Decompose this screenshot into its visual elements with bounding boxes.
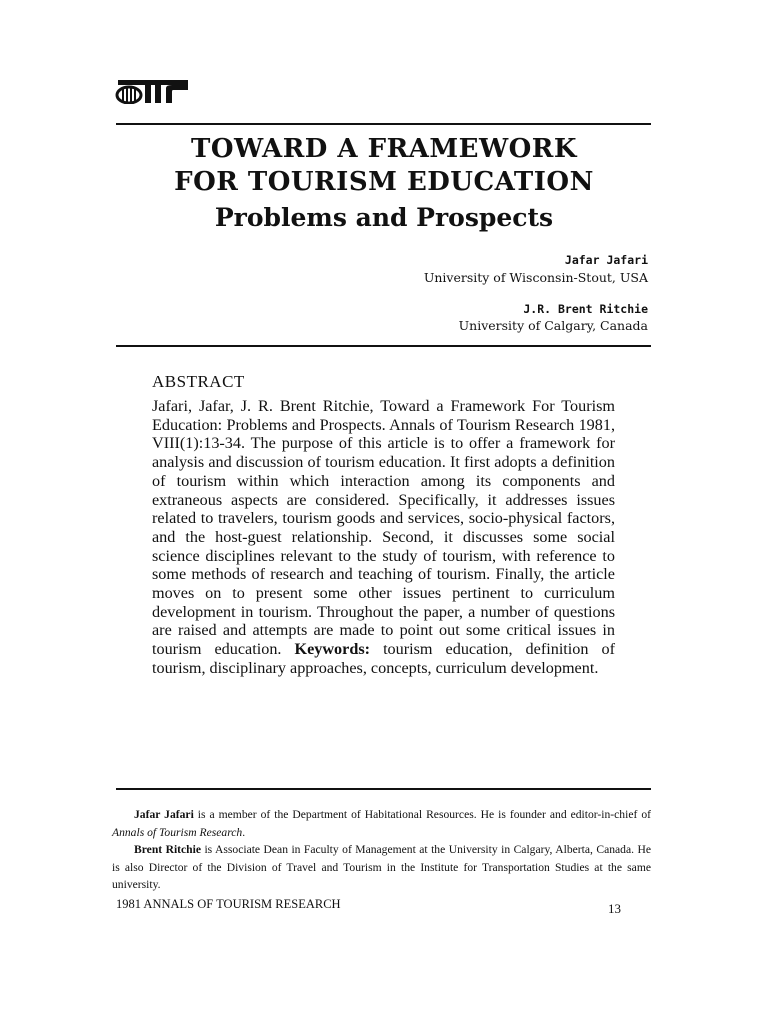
author-1-affiliation: University of Wisconsin-Stout, USA [423,270,648,285]
abstract-text: Jafari, Jafar, J. R. Brent Ritchie, Toward a Framework For Tourism Education: Problems and Prospects. Annals of Tourism Research 1981, VIII(1):13-34. The purpose of this article is to offer a framework for analysis and discussion of tourism education. It first adopts a definition of tourism within which interaction among its components and extraneous aspects are considered. Specifically, it addresses issues related to travelers, tourism goods and services, socio-physical factors, and the host-guest relationship. Second, it discusses some social science disciplines relevant to the study of tourism, with reference to some methods of research and teaching of tourism. Finally, the article moves on to present some other issues pertinent to curriculum development in tourism. Throughout the paper, a number of questions are raised and attempts are made to point out some critical issues in tourism education. [152,397,615,659]
author-2-affiliation: University of Calgary, Canada [458,318,648,333]
subtitle: Problems and Prospects [214,203,554,232]
title-line-1: TOWARD A FRAMEWORK [190,134,578,164]
title-line-2: FOR TOURISM EDUCATION [174,167,594,197]
footnote-jafari: Jafar Jafari is a member of the Department of Habitational Resources. He is founder and editor-in-chief of Annals of Tourism Research. [112,808,651,839]
footnote-ritchie: Brent Ritchie is Associate Dean in Faculty of Management at the University in Calgary, Alberta, Canada. He is also Director of the Division of Travel and Tourism in the Institute for Transportation Studies at the same university. [112,843,651,891]
journal-line: 1981 ANNALS OF TOURISM RESEARCH [116,897,341,911]
atr-journal-logo-icon [112,74,192,104]
page-footer [116,897,651,916]
author-2-name: J.R. Brent Ritchie [523,302,648,316]
page-number: 13 [608,901,621,916]
authors-rule [116,345,651,347]
footnote-rule [116,788,651,790]
footnotes [112,806,651,894]
header-rule [116,123,651,125]
keywords-label: Keywords: [294,640,371,659]
keywords-text: tourism education, definition of tourism, disciplinary approaches, concepts, curriculum development. [152,640,616,677]
author-1-name: Jafar Jafari [564,253,648,267]
abstract-body [152,397,615,678]
abstract-heading: ABSTRACT [152,372,245,391]
